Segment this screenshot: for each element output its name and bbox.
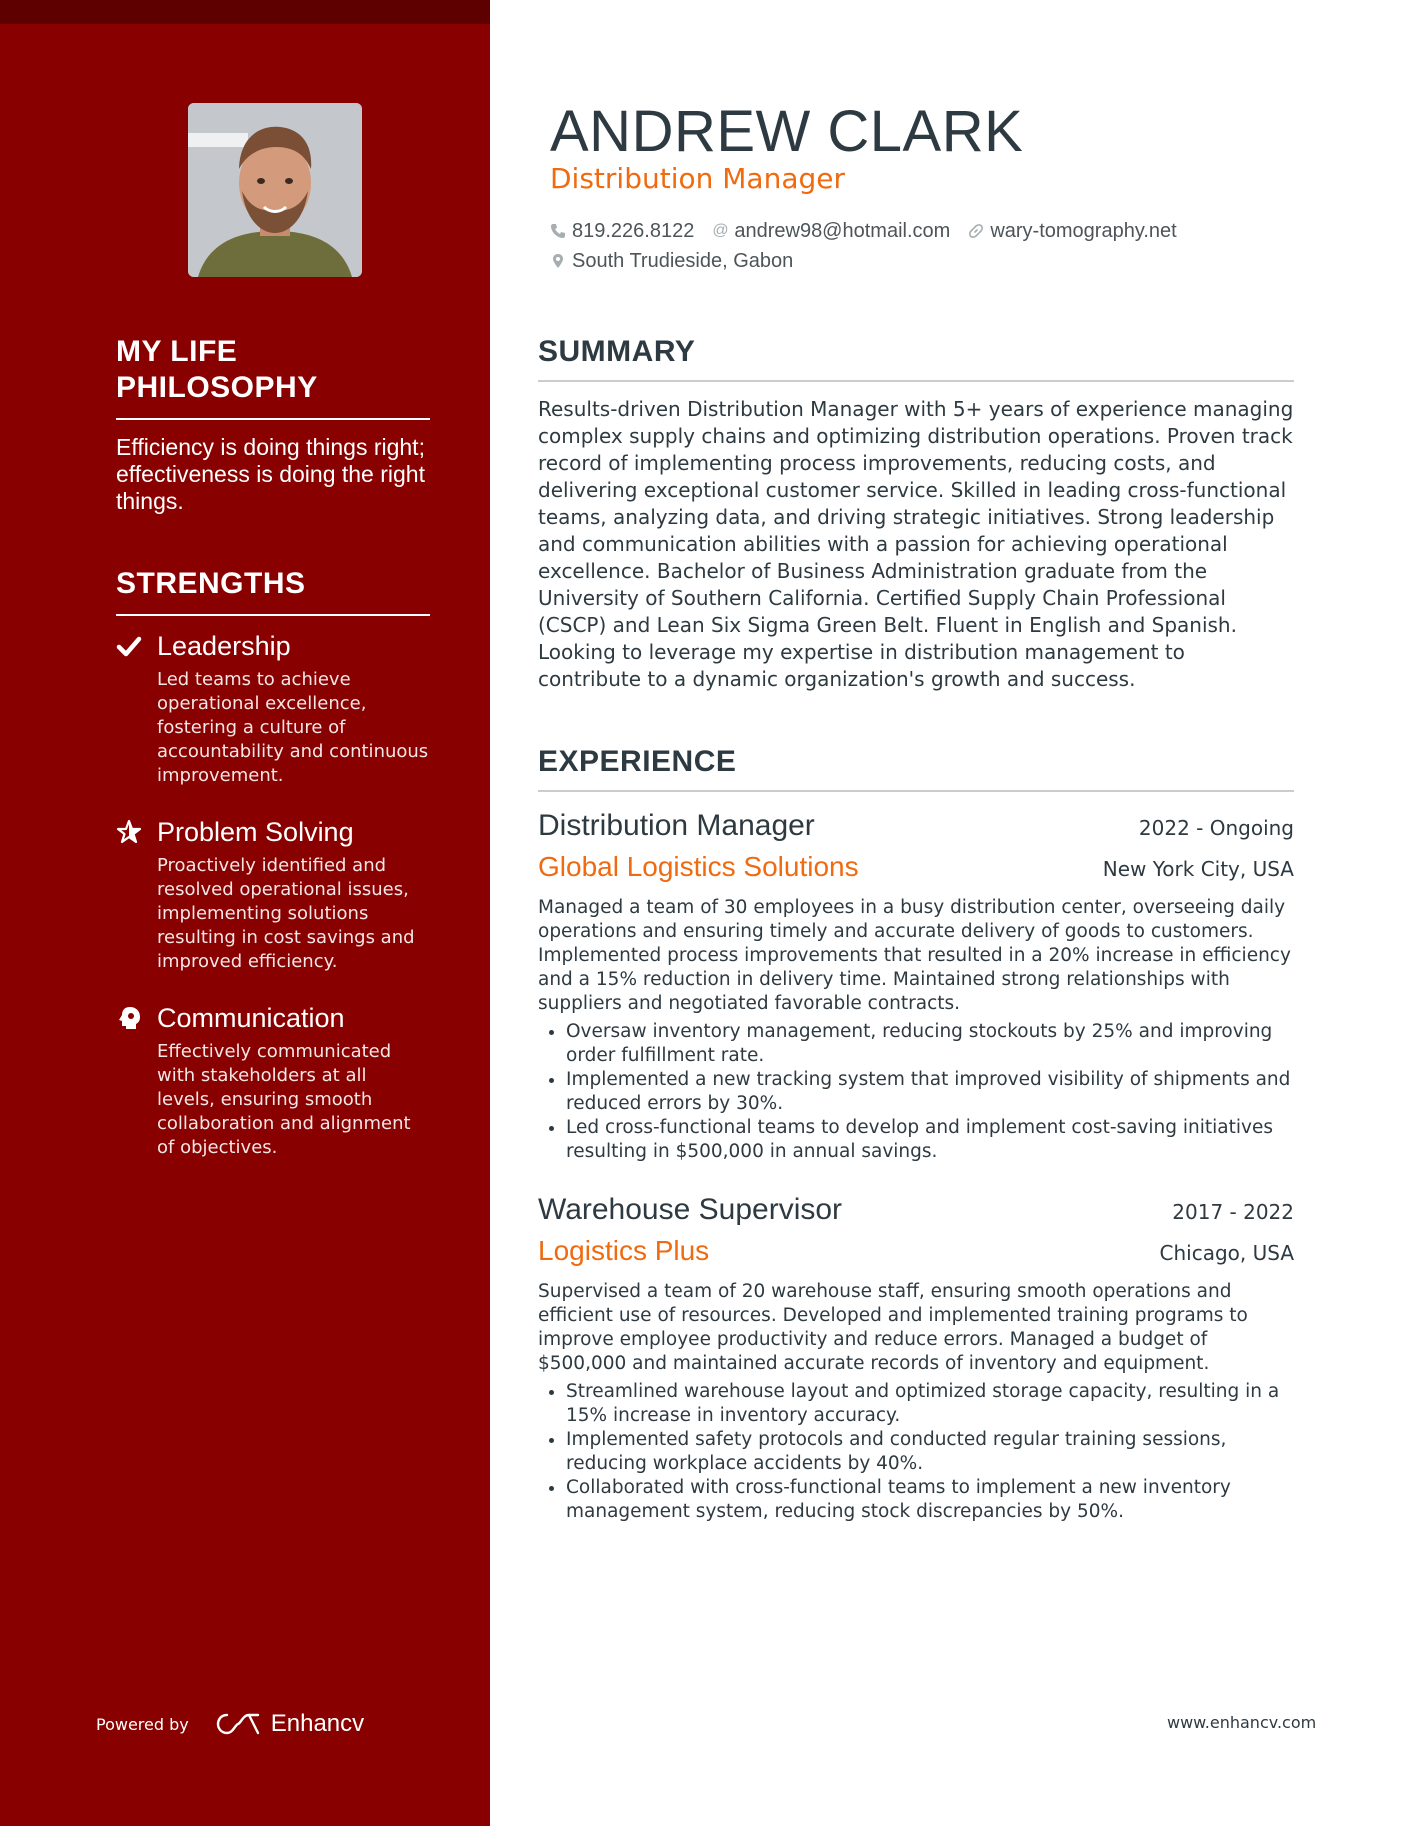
strength-item-leadership — [116, 630, 430, 788]
contact-phone[interactable] — [550, 220, 694, 243]
summary-section — [538, 334, 1294, 693]
job-dates: 2017 - 2022 — [1172, 1200, 1294, 1224]
job-bullets — [538, 1020, 1294, 1164]
job-role: Warehouse Supervisor — [538, 1193, 843, 1226]
philosophy-heading: MY LIFE PHILOSOPHY — [116, 334, 430, 420]
strength-title: Problem Solving — [157, 817, 354, 847]
sidebar-top-bar — [0, 0, 490, 24]
strength-item-problem-solving — [116, 816, 430, 974]
job-description: Supervised a team of 20 warehouse staff, ensuring smooth operations and efficient use of resources. Developed and implemented training programs to improve employee productivity and reduce errors. Managed a budget of $500,000 and maintained accurate records of inventory and equipment. — [538, 1281, 1248, 1374]
enhancv-site-link[interactable]: www.enhancv.com — [1167, 1713, 1317, 1732]
job-description: Managed a team of 30 employees in a busy distribution center, overseeing daily operations and ensuring timely and accurate delivery of goods to customers. Implemented process improvements that resulted in a 20% increase in efficiency and a 15% reduction in delivery time. Maintained strong relationships with suppliers and negotiated favorable contracts. — [538, 897, 1291, 1014]
strength-item-communication — [116, 1002, 430, 1160]
list-item: • Streamlined warehouse layout and optimized storage capacity, resulting in a 15% increase in inventory accuracy. — [566, 1380, 1294, 1428]
summary-heading: SUMMARY — [538, 334, 1294, 382]
job-entry — [538, 1190, 1294, 1524]
check-icon — [116, 633, 142, 659]
star-icon — [116, 819, 142, 845]
website-text: wary-tomography.net — [990, 219, 1177, 242]
job-bullets — [538, 1380, 1294, 1524]
philosophy-section — [116, 334, 430, 515]
head-icon — [116, 1005, 142, 1031]
contact-info — [550, 216, 1290, 276]
strength-desc: Proactively identified and resolved operational issues, implementing solutions resulting in cost savings and improved efficiency. — [157, 855, 415, 972]
strength-desc: Effectively communicated with stakeholders at all levels, ensuring smooth collaboration and alignment of objectives. — [157, 1041, 411, 1158]
job-dates: 2022 - Ongoing — [1138, 816, 1294, 840]
email-text: andrew98@hotmail.com — [734, 219, 951, 242]
job-entry — [538, 806, 1294, 1164]
contact-email[interactable] — [712, 220, 950, 243]
philosophy-text: Efficiency is doing things right; effectiveness is doing the right things. — [116, 434, 425, 514]
strength-title: Communication — [157, 1003, 345, 1033]
job-company: Logistics Plus — [538, 1235, 710, 1266]
job-location: Chicago, USA — [1159, 1241, 1294, 1265]
profile-photo — [188, 103, 362, 277]
candidate-name: ANDREW CLARK — [550, 99, 1024, 164]
powered-by-label: Powered by — [96, 1714, 189, 1734]
strength-title: Leadership — [157, 631, 291, 661]
job-company: Global Logistics Solutions — [538, 851, 859, 882]
at-icon: @ — [712, 222, 729, 239]
experience-heading: EXPERIENCE — [538, 744, 1294, 792]
summary-text: Results-driven Distribution Manager with 5+ years of experience managing complex supply chains and optimizing distribution operations. Proven track record of implementing process improvements, reducing costs, and delivering exceptional customer service. Skilled in leading cross-functional teams, analyzing data, and driving strategic initiatives. Strong leadership and communication abilities with a passion for achieving operational excellence. Bachelor of Business Administration graduate from the University of Southern California. Certified Supply Chain Professional (CSCP) and Lean Six Sigma Green Belt. Fluent in English and Spanish. Looking to leverage my expertise in distribution management to contribute to a dynamic organization's growth and success. — [538, 397, 1294, 691]
list-item: • Implemented safety protocols and conducted regular training sessions, reducing workplace accidents by 40%. — [566, 1428, 1294, 1476]
job-role: Distribution Manager — [538, 809, 815, 842]
strengths-heading: STRENGTHS — [116, 566, 430, 616]
job-location: New York City, USA — [1102, 857, 1294, 881]
strength-desc: Led teams to achieve operational excellence, fostering a culture of accountability and continuous improvement. — [157, 669, 429, 786]
list-item: • Oversaw inventory management, reducing stockouts by 25% and improving order fulfillment rate. — [566, 1020, 1294, 1068]
contact-location — [550, 250, 793, 273]
list-item: • Collaborated with cross-functional teams to implement a new inventory management system, reducing stock discrepancies by 50%. — [566, 1476, 1294, 1524]
list-item: • Implemented a new tracking system that improved visibility of shipments and reduced errors by 30%. — [566, 1068, 1294, 1116]
strengths-section — [116, 566, 430, 1160]
experience-section — [538, 744, 1294, 1524]
enhancv-logo-icon — [215, 1711, 261, 1737]
location-text: South Trudieside, Gabon — [572, 249, 794, 272]
link-icon — [968, 223, 984, 239]
candidate-title: Distribution Manager — [550, 162, 845, 195]
list-item: • Led cross-functional teams to develop and implement cost-saving initiatives resulting in $500,000 in annual savings. — [566, 1116, 1294, 1164]
contact-website[interactable] — [968, 220, 1176, 243]
phone-icon — [550, 223, 566, 239]
location-pin-icon — [550, 253, 566, 269]
phone-text: 819.226.8122 — [572, 219, 695, 242]
powered-by — [96, 1709, 364, 1739]
sidebar — [0, 0, 490, 1826]
enhancv-wordmark[interactable]: Enhancv — [270, 1710, 365, 1737]
